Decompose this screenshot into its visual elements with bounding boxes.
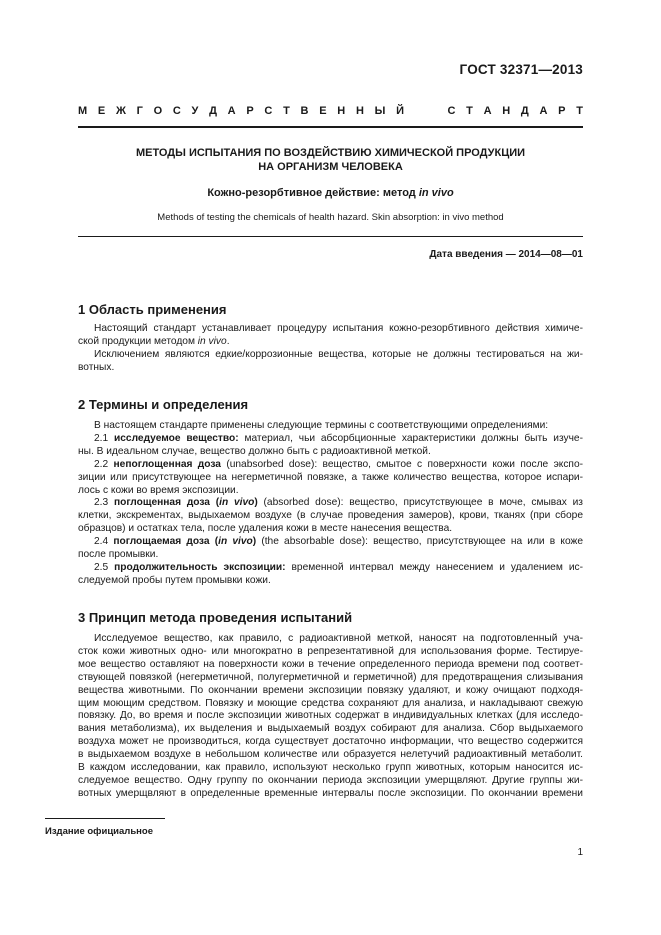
spaced_left-letter: С <box>264 105 273 117</box>
term-number: 2.4 <box>94 536 114 548</box>
term-number: 2.2 <box>94 458 114 470</box>
spaced_right-letter: А <box>539 105 548 117</box>
text-line <box>78 497 583 510</box>
spaced_left-letter: В <box>300 105 309 117</box>
spaced_left-letter: У <box>191 105 199 117</box>
term-number: 2.1 <box>94 432 114 444</box>
subtitle-italic: in vivo <box>418 187 454 199</box>
text-line: лось с кожи во время экспозиции. <box>78 484 239 496</box>
text-line: следуемое вещество. Одну группу по окончании периода экспозиции умерщвляют. Другие группы жи- <box>78 774 583 786</box>
text-line: образцов) и остатках тела, после удаления кожи в месте нанесения вещества. <box>78 523 453 535</box>
text-line <box>78 433 583 446</box>
title-rule <box>78 236 583 237</box>
text-span: . <box>226 335 230 347</box>
text-line <box>78 562 583 575</box>
text-line <box>78 459 583 472</box>
text-span: (absorbed dose): вещество, присутствующее в моче, смывах из <box>257 497 583 509</box>
spaced_left-letter: Р <box>246 105 254 117</box>
text-line: ствующей повязкой (негерметичной, полугерметичной и герметичной) для предотвращения слизывания <box>78 671 583 683</box>
spaced_left-letter: М <box>78 105 88 117</box>
spaced_right-letter: С <box>447 105 456 117</box>
spaced_left-letter: Ы <box>374 105 386 117</box>
text-line: В настоящем стандарте применены следующие термины с соответствующими определениями: <box>94 420 549 431</box>
section-1-body <box>78 323 583 375</box>
term-name: непоглощенная доза <box>113 458 221 470</box>
text-line <box>78 536 583 549</box>
term-name: ) <box>252 536 257 548</box>
text-line: В каждом исследовании, как правило, используют несколько групп животных, которым наносится ис- <box>78 762 583 774</box>
section-2-body <box>78 420 583 588</box>
spaced_left-letter: О <box>153 105 163 117</box>
section-1-heading: 1 Область применения <box>78 302 227 317</box>
header-rule <box>78 126 583 128</box>
term-number: 2.3 <box>94 497 114 509</box>
section-3-heading: 3 Принцип метода проведения испытаний <box>78 610 353 625</box>
text-span: временной интервал между нанесением и удалением ис- <box>285 561 584 573</box>
spaced_left-letter: Д <box>209 105 217 117</box>
word-gap <box>415 105 437 117</box>
term-italic: in vivo <box>219 497 255 509</box>
term-name: ) <box>254 497 258 509</box>
text-line: вещества животными. По окончании времени экспозиции повязку удаляют, и кожу очищают подходя- <box>78 684 583 696</box>
text-italic: in vivo <box>197 335 227 347</box>
section-2-heading: 2 Термины и определения <box>78 397 249 412</box>
text-line: Исследуемое вещество, как правило, с радиоактивной меткой, наносят на подготовленный уча- <box>94 633 583 644</box>
text-line: повязку. До, во время и после экспозиции животных содержат в индивидуальных клетках (для исследо- <box>78 710 583 722</box>
text-span: ской продукции методом <box>78 335 198 347</box>
spaced_left-letter: Н <box>355 105 364 117</box>
text-line: зиции или присутствующее на негерметичной повязке, а также количество вещества, которое испари- <box>78 471 583 483</box>
text-line: в выдыхаемом воздухе в небольшом количестве или образуется нелетучий радиоактивный метаболит. <box>78 749 583 761</box>
document-subtitle <box>78 187 583 199</box>
spaced_left-letter: Й <box>396 105 405 117</box>
edition-label: Издание официальное <box>45 826 153 837</box>
term-name: продолжительность экспозиции: <box>114 561 286 573</box>
term-number: 2.5 <box>94 561 115 573</box>
introduction-date: Дата введения — 2014—08—01 <box>429 249 583 260</box>
section-3-body <box>78 633 583 801</box>
spaced_left-letter: Е <box>319 105 327 117</box>
spaced_right-letter: Н <box>502 105 511 117</box>
standard-number: ГОСТ 32371—2013 <box>459 62 583 77</box>
text-line: вания метаболизма), их выделения и выдыхаемый воздух собирают для анализа. Сбор выдыхаемого <box>78 723 583 735</box>
text-span: (the absorbable dose): вещество, присутствующее на или в коже <box>256 536 583 548</box>
spaced_right-letter: Т <box>466 105 473 117</box>
spaced_left-letter: С <box>172 105 181 117</box>
footer-rule <box>45 818 165 819</box>
spaced_left-letter: Н <box>337 105 346 117</box>
text-span: материал, чьи абсорбционные характеристики должны быть изуче- <box>238 432 583 444</box>
text-line: Исключением являются едкие/коррозионные вещества, которые не должны тестироваться на жи- <box>94 348 583 360</box>
spaced_left-letter: Е <box>97 105 106 117</box>
spaced_left-letter: А <box>227 105 236 117</box>
text-line: клетки, экскрементах, выдыхаемом воздухе (в случае проведения замеров), крови, тканях (при сборе <box>78 510 583 522</box>
text-line: после промывки. <box>78 549 159 561</box>
document-title <box>78 146 583 174</box>
term-italic: in vivo <box>218 536 253 548</box>
term-name: поглощенная доза ( <box>113 497 220 509</box>
subtitle-text: Кожно-резорбтивное действие: метод <box>207 187 419 199</box>
term-name: поглощаемая доза ( <box>113 536 219 548</box>
spaced_right-letter: А <box>483 105 492 117</box>
text-line: сток кожи животных одно- или многократно в репрезентативной для использования форме. Тестируе- <box>78 645 583 657</box>
text-line: следуемой пробы путем промывки кожи. <box>78 574 271 586</box>
spaced_left-letter: Г <box>136 105 143 117</box>
text-line: щим моющим средством. Повязку и моющие средства сохраняют для анализа, и накладывают свежую <box>78 697 583 709</box>
interstate-standard-header <box>78 105 583 117</box>
text-span: (unabsorbed dose): вещество, смытое с поверхности кожи после экспо- <box>220 458 584 470</box>
text-line: воздуха может не производиться, когда существует достаточно информации, что вещество содержится <box>78 736 583 748</box>
text-line: вотных. <box>78 361 115 373</box>
page-number: 1 <box>577 847 583 858</box>
term-name: исследуемое вещество: <box>113 432 239 444</box>
spaced_right-letter: Т <box>576 105 583 117</box>
title-line-1: МЕТОДЫ ИСПЫТАНИЯ ПО ВОЗДЕЙСТВИЮ ХИМИЧЕСКОЙ ПРОДУКЦИИ <box>135 147 526 159</box>
text-line: Настоящий стандарт устанавливает процедуру испытания кожно-резорбтивного действия химиче- <box>94 323 583 334</box>
text-line <box>78 336 583 349</box>
spaced_left-letter: Т <box>283 105 290 117</box>
spaced_left-letter: Ж <box>115 105 126 117</box>
title-line-2: НА ОРГАНИЗМ ЧЕЛОВЕКА <box>258 161 403 173</box>
spaced_right-letter: Д <box>520 105 529 117</box>
spaced_right-letter: Р <box>558 105 566 117</box>
text-line: вотных умерщвляют в определенные временные интервалы после экспозиции. По окончании времени <box>78 787 583 799</box>
text-line: мое вещество оставляют на поверхности кожи в течение определенного периода времени под соответ- <box>78 658 583 670</box>
text-line: ны. В идеальном случае, вещество должно быть с радиоактивной меткой. <box>78 445 431 457</box>
english-title: Methods of testing the chemicals of health hazard. Skin absorption: in vivo method <box>157 212 504 223</box>
